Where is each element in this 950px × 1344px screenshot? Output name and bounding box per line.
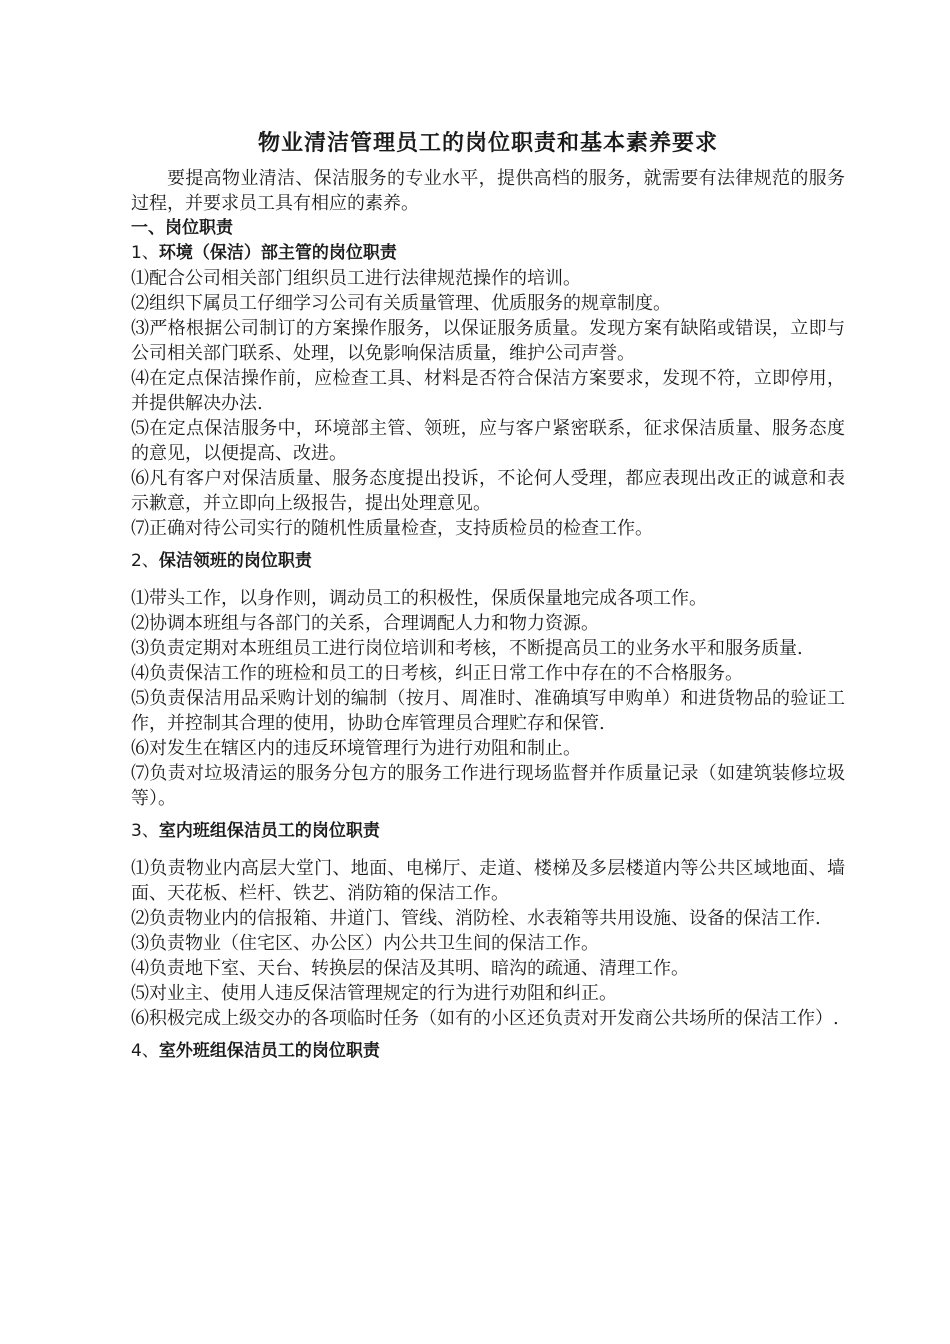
subsection-title: 室内班组保洁员工的岗位职责 [158, 821, 380, 841]
list-item: ⑸在定点保洁服务中，环境部主管、领班，应与客户紧密联系，征求保洁质量、服务态度的意见，以便提高、改进。 [131, 418, 845, 464]
subsection-heading-indoor-staff [131, 819, 845, 844]
subsection-number: 2、 [131, 551, 159, 571]
subsection-number: 3、 [131, 821, 159, 841]
list-item: ⑶严格根据公司制订的方案操作服务，以保证服务质量。发现方案有缺陷或错误，立即与公司相关部门联系、处理，以免影响保洁质量，维护公司声誉。 [131, 318, 845, 364]
list-item: ⑶负责物业（住宅区、办公区）内公共卫生间的保洁工作。 [131, 933, 599, 954]
list-item: ⑹积极完成上级交办的各项临时任务（如有的小区还负责对开发商公共场所的保洁工作）. [131, 1008, 839, 1029]
list-item: ⑷负责地下室、天台、转换层的保洁及其明、暗沟的疏通、清理工作。 [131, 958, 689, 979]
list-item: ⑶负责定期对本班组员工进行岗位培训和考核，不断提高员工的业务水平和服务质量. [131, 638, 803, 659]
document-page [131, 124, 845, 1076]
list-item: ⑺负责对垃圾清运的服务分包方的服务工作进行现场监督并作质量记录（如建筑装修垃圾等）。 [131, 763, 845, 809]
intro-paragraph: 要提高物业清洁、保洁服务的专业水平，提供高档的服务，就需要有法律规范的服务过程，并要求员工具有相应的素养。 [131, 168, 845, 214]
subsection-title: 环境（保洁）部主管的岗位职责 [158, 243, 397, 263]
subsection-title: 室外班组保洁员工的岗位职责 [158, 1041, 380, 1061]
subsection-heading-supervisor [131, 241, 845, 266]
list-item: ⑸负责保洁用品采购计划的编制（按月、周准时、准确填写申购单）和进货物品的验证工作，并控制其合理的使用，协助仓库管理员合理贮存和保管. [131, 688, 845, 734]
list-item: ⑷负责保洁工作的班检和员工的日考核，纠正日常工作中存在的不合格服务。 [131, 663, 743, 684]
list-item: ⑷在定点保洁操作前，应检查工具、材料是否符合保洁方案要求，发现不符，立即停用，并提供解决办法. [131, 368, 845, 414]
list-item: ⑹对发生在辖区内的违反环境管理行为进行劝阻和制止。 [131, 738, 581, 759]
list-item: ⑵负责物业内的信报箱、井道门、管线、消防栓、水表箱等共用设施、设备的保洁工作. [131, 908, 821, 929]
subsection-title: 保洁领班的岗位职责 [158, 551, 312, 571]
list-item: ⑹凡有客户对保洁质量、服务态度提出投诉，不论何人受理，都应表现出改正的诚意和表示歉意，并立即向上级报告，提出处理意见。 [131, 468, 845, 514]
list-item: ⑴带头工作，以身作则，调动员工的积极性，保质保量地完成各项工作。 [131, 588, 707, 609]
section-heading-duties: 一、岗位职责 [131, 218, 233, 238]
subsection-heading-outdoor-staff [131, 1039, 845, 1064]
subsection-number: 1、 [131, 243, 159, 263]
list-item: ⑴负责物业内高层大堂门、地面、电梯厅、走道、楼梯及多层楼道内等公共区域地面、墙面、天花板、栏杆、铁艺、消防箱的保洁工作。 [131, 858, 845, 904]
list-item: ⑺正确对待公司实行的随机性质量检查，支持质检员的检查工作。 [131, 518, 653, 539]
subsection-number: 4、 [131, 1041, 159, 1061]
subsection-heading-team-leader [131, 549, 845, 574]
list-item: ⑴配合公司相关部门组织员工进行法律规范操作的培训。 [131, 268, 581, 289]
list-item: ⑵组织下属员工仔细学习公司有关质量管理、优质服务的规章制度。 [131, 293, 671, 314]
list-item: ⑵协调本班组与各部门的关系，合理调配人力和物力资源。 [131, 613, 599, 634]
list-item: ⑸对业主、使用人违反保洁管理规定的行为进行劝阻和纠正。 [131, 983, 617, 1004]
document-title: 物业清洁管理员工的岗位职责和基本素养要求 [257, 131, 718, 156]
